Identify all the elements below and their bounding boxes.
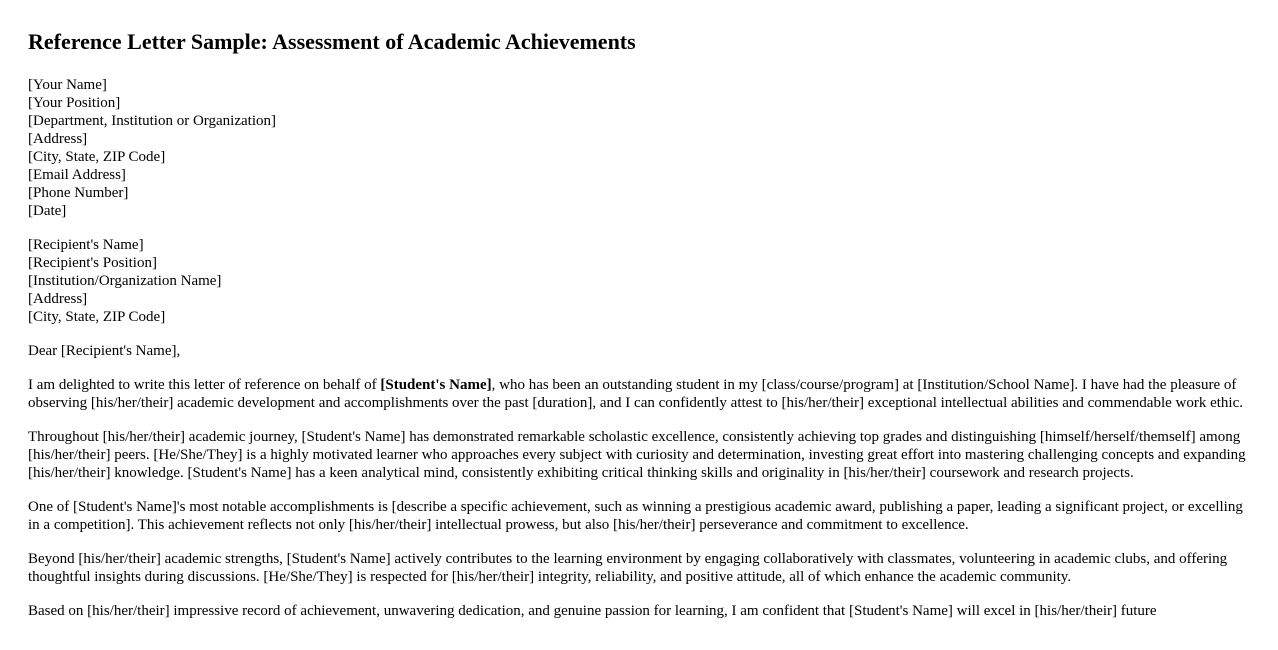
paragraph-academic-journey: Throughout [his/her/their] academic journey, [Student's Name] has demonstrated remarkable scholastic excellence, consistently achieving top grades and distinguishing [himself/herself/themself] among [his/her/their] peers. [He/She/They] is a highly motivated learner who approaches every subject with curiosity and determination, investing great effort into mastering challenging concepts and expanding [his/her/their] knowledge. [Student's Name] has a keen analytical mind, consistently exhibiting critical thinking skills and originality in [his/her/their] coursework and research projects. xyxy=(28,429,1246,481)
letter-date: [Date] xyxy=(28,203,67,219)
sender-position: [Your Position] xyxy=(28,95,121,111)
paragraph-community-contribution: Beyond [his/her/their] academic strengths, [Student's Name] actively contributes to the learning environment by engaging collaboratively with classmates, volunteering in academic clubs, and offering thoughtful insights during discussions. [He/She/They] is respected for [his/her/their] integrity, reliability, and positive attitude, all of which enhance the academic community. xyxy=(28,551,1228,585)
recipient-name: [Recipient's Name] xyxy=(28,237,144,253)
paragraph-introduction-lead: I am delighted to write this letter of reference on behalf of xyxy=(28,377,381,393)
recipient-institution: [Institution/Organization Name] xyxy=(28,273,222,289)
paragraph-introduction-rest: , who has been an outstanding student in my [class/course/program] at [Institution/School Name]. I have had the pleasure of observing [his/her/their] academic development and accomplishments over the past [duration], and I can confidently attest to [his/her/their] exceptional intellectual abilities and commendable work ethic. xyxy=(28,377,1243,411)
recipient-address: [Address] xyxy=(28,291,88,307)
recipient-address-block xyxy=(28,236,1248,326)
paragraph-notable-accomplishment: One of [Student's Name]'s most notable accomplishments is [describe a specific achievement, such as winning a prestigious academic award, publishing a paper, leading a significant project, or excelling in a competition]. This achievement reflects not only [his/her/their] intellectual prowess, but also [his/her/their] perseverance and commitment to excellence. xyxy=(28,499,1243,533)
sender-address-block xyxy=(28,76,1248,220)
sender-phone: [Phone Number] xyxy=(28,185,129,201)
recipient-city-state-zip: [City, State, ZIP Code] xyxy=(28,309,166,325)
sender-department: [Department, Institution or Organization] xyxy=(28,113,276,129)
sender-email: [Email Address] xyxy=(28,167,126,183)
paragraph-conclusion: Based on [his/her/their] impressive record of achievement, unwavering dedication, and genuine passion for learning, I am confident that [Student's Name] will excel in [his/her/their] future xyxy=(28,603,1157,619)
salutation: Dear [Recipient's Name], xyxy=(28,343,181,359)
page-title: Reference Letter Sample: Assessment of Academic Achievements xyxy=(28,29,636,54)
sender-address: [Address] xyxy=(28,131,88,147)
student-name-bold: [Student's Name] xyxy=(380,377,492,393)
sender-name: [Your Name] xyxy=(28,77,107,93)
paragraph-introduction xyxy=(28,376,1248,412)
recipient-position: [Recipient's Position] xyxy=(28,255,157,271)
sender-city-state-zip: [City, State, ZIP Code] xyxy=(28,149,166,165)
